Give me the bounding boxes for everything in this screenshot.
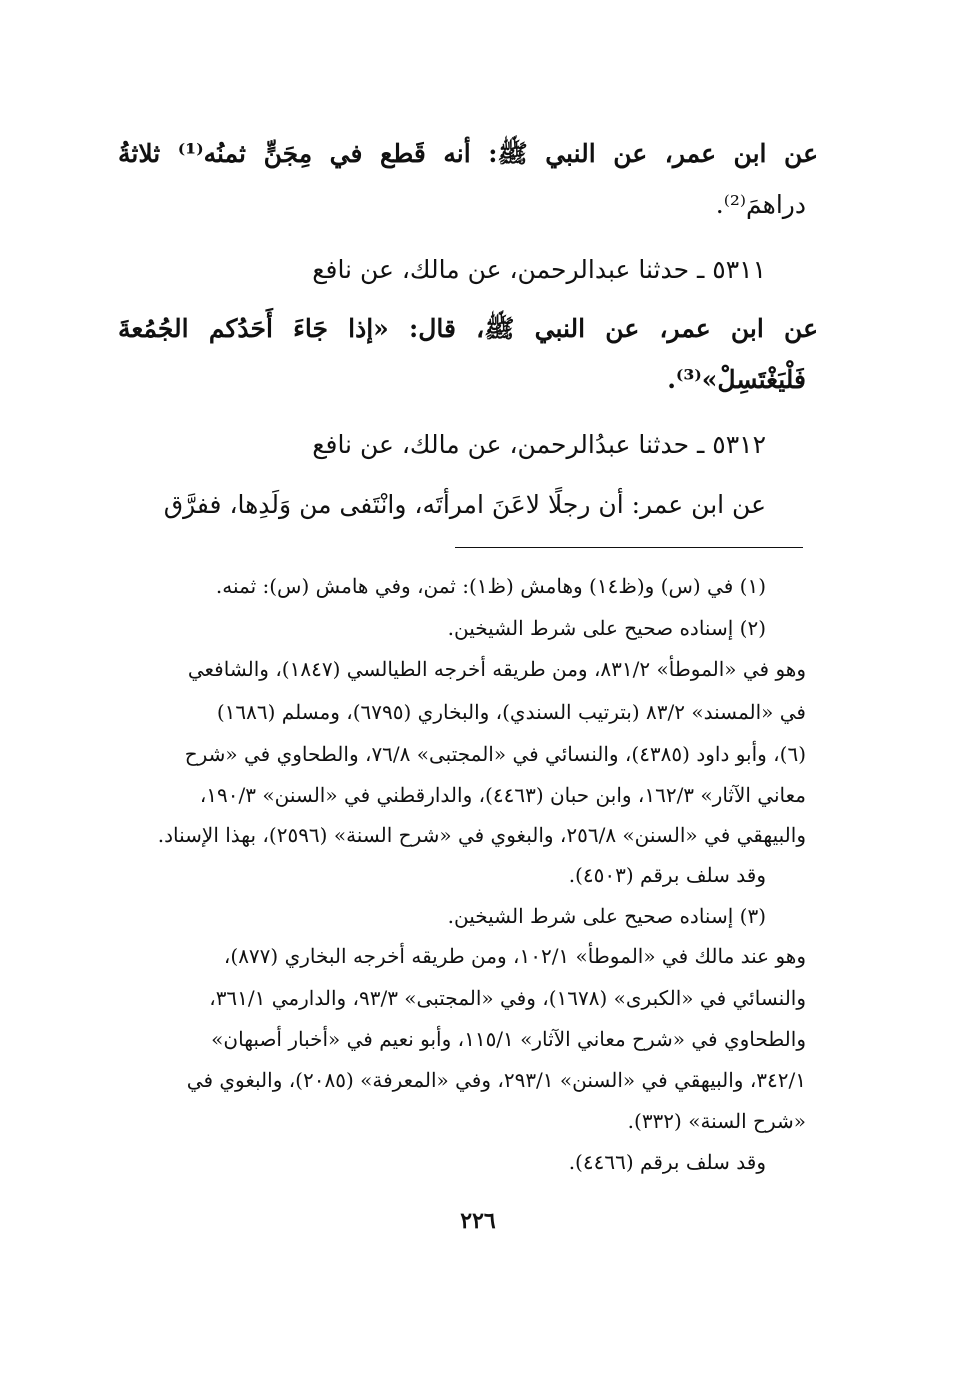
footnote-3: (٣) إسناده صحيح على شرط الشيخين.: [447, 904, 766, 928]
footnote-1: (١) في (س) و(ظ١٤) وهامش (ظ١): ثمن، وفي هامش (س): ثمنه.: [215, 574, 766, 598]
footnote-3-text-line-5: «شرح السنة» (٣٣٢).: [627, 1109, 806, 1133]
footnote-2-text-line-2: في «المسند» ٨٣/٢ (بترتيب السندي)، والبخاري (٦٧٩٥)، ومسلم (١٦٨٦): [216, 700, 806, 724]
main-text-line-4: عن ابن عمر، عن النبي ﷺ، قال: «إذا جَاءَ أَحَدُكم الجُمُعةَ: [118, 314, 818, 343]
footnote-2-text-line-3: (٦)، وأبو داود (٤٣٨٥)، والنسائي في «المجتبى» ٧٦/٨، والطحاوي في «شرح: [184, 742, 806, 766]
footnote-separator: [455, 547, 803, 548]
footnote-3-text-line-6: وقد سلف برقم (٤٤٦٦).: [568, 1150, 766, 1174]
hadith-chain-5312: ٥٣١٢ ـ حدثنا عبدُالرحمن، عن مالك، عن نافع: [312, 430, 766, 459]
main-text-line-2: دراهمَ⁽²⁾.: [715, 190, 806, 219]
footnote-3-text-line-2: والنسائي في «الكبرى» (١٦٧٨)، وفي «المجتبى» ٩٣/٣، والدارمي ٣٦١/١،: [209, 986, 806, 1010]
footnote-3-text-line-3: والطحاوي في «شرح معاني الآثار» ١١٥/١، وأبو نعيم في «أخبار أصبهان»: [211, 1027, 806, 1051]
page-number: ٢٢٦: [460, 1208, 496, 1234]
main-text-line-5: فَلْيَغْتَسِلْ»⁽³⁾.: [667, 365, 806, 394]
footnote-3-text-line-1: وهو عند مالك في «الموطأ» ١٠٢/١، ومن طريقه أخرجه البخاري (٨٧٧)،: [223, 944, 806, 968]
footnote-2: (٢) إسناده صحيح على شرط الشيخين.: [447, 616, 766, 640]
footnote-2-text-line-4: معاني الآثار» ١٦٢/٣، وابن حبان (٤٤٦٣)، والدارقطني في «السنن» ١٩٠/٣،: [199, 783, 806, 807]
footnote-2-text-line-1: وهو في «الموطأ» ٨٣١/٢، ومن طريقه أخرجه الطيالسي (١٨٤٧)، والشافعي: [187, 657, 806, 681]
main-text-line-7: عن ابن عمر: أن رجلًا لاعَنَ امرأتَه، وانْتَفى من وَلَدِها، ففرَّق: [163, 490, 766, 519]
footnote-2-text-line-6: وقد سلف برقم (٤٥٠٣).: [568, 863, 766, 887]
footnote-2-text-line-5: والبيهقي في «السنن» ٢٥٦/٨، والبغوي في «شرح السنة» (٢٥٩٦)، بهذا الإسناد.: [157, 823, 806, 847]
footnote-3-text-line-4: ٣٤٢/١، والبيهقي في «السنن» ٢٩٣/١، وفي «المعرفة» (٢٠٨٥)، والبغوي في: [186, 1068, 806, 1092]
hadith-chain-5311: ٥٣١١ ـ حدثنا عبدالرحمن، عن مالك، عن نافع: [312, 255, 766, 284]
main-text-line-1: عن ابن عمر، عن النبي ﷺ: أنه قَطع في مِجَنٍّ ثمنُه⁽¹⁾ ثلاثةُ: [118, 139, 818, 168]
